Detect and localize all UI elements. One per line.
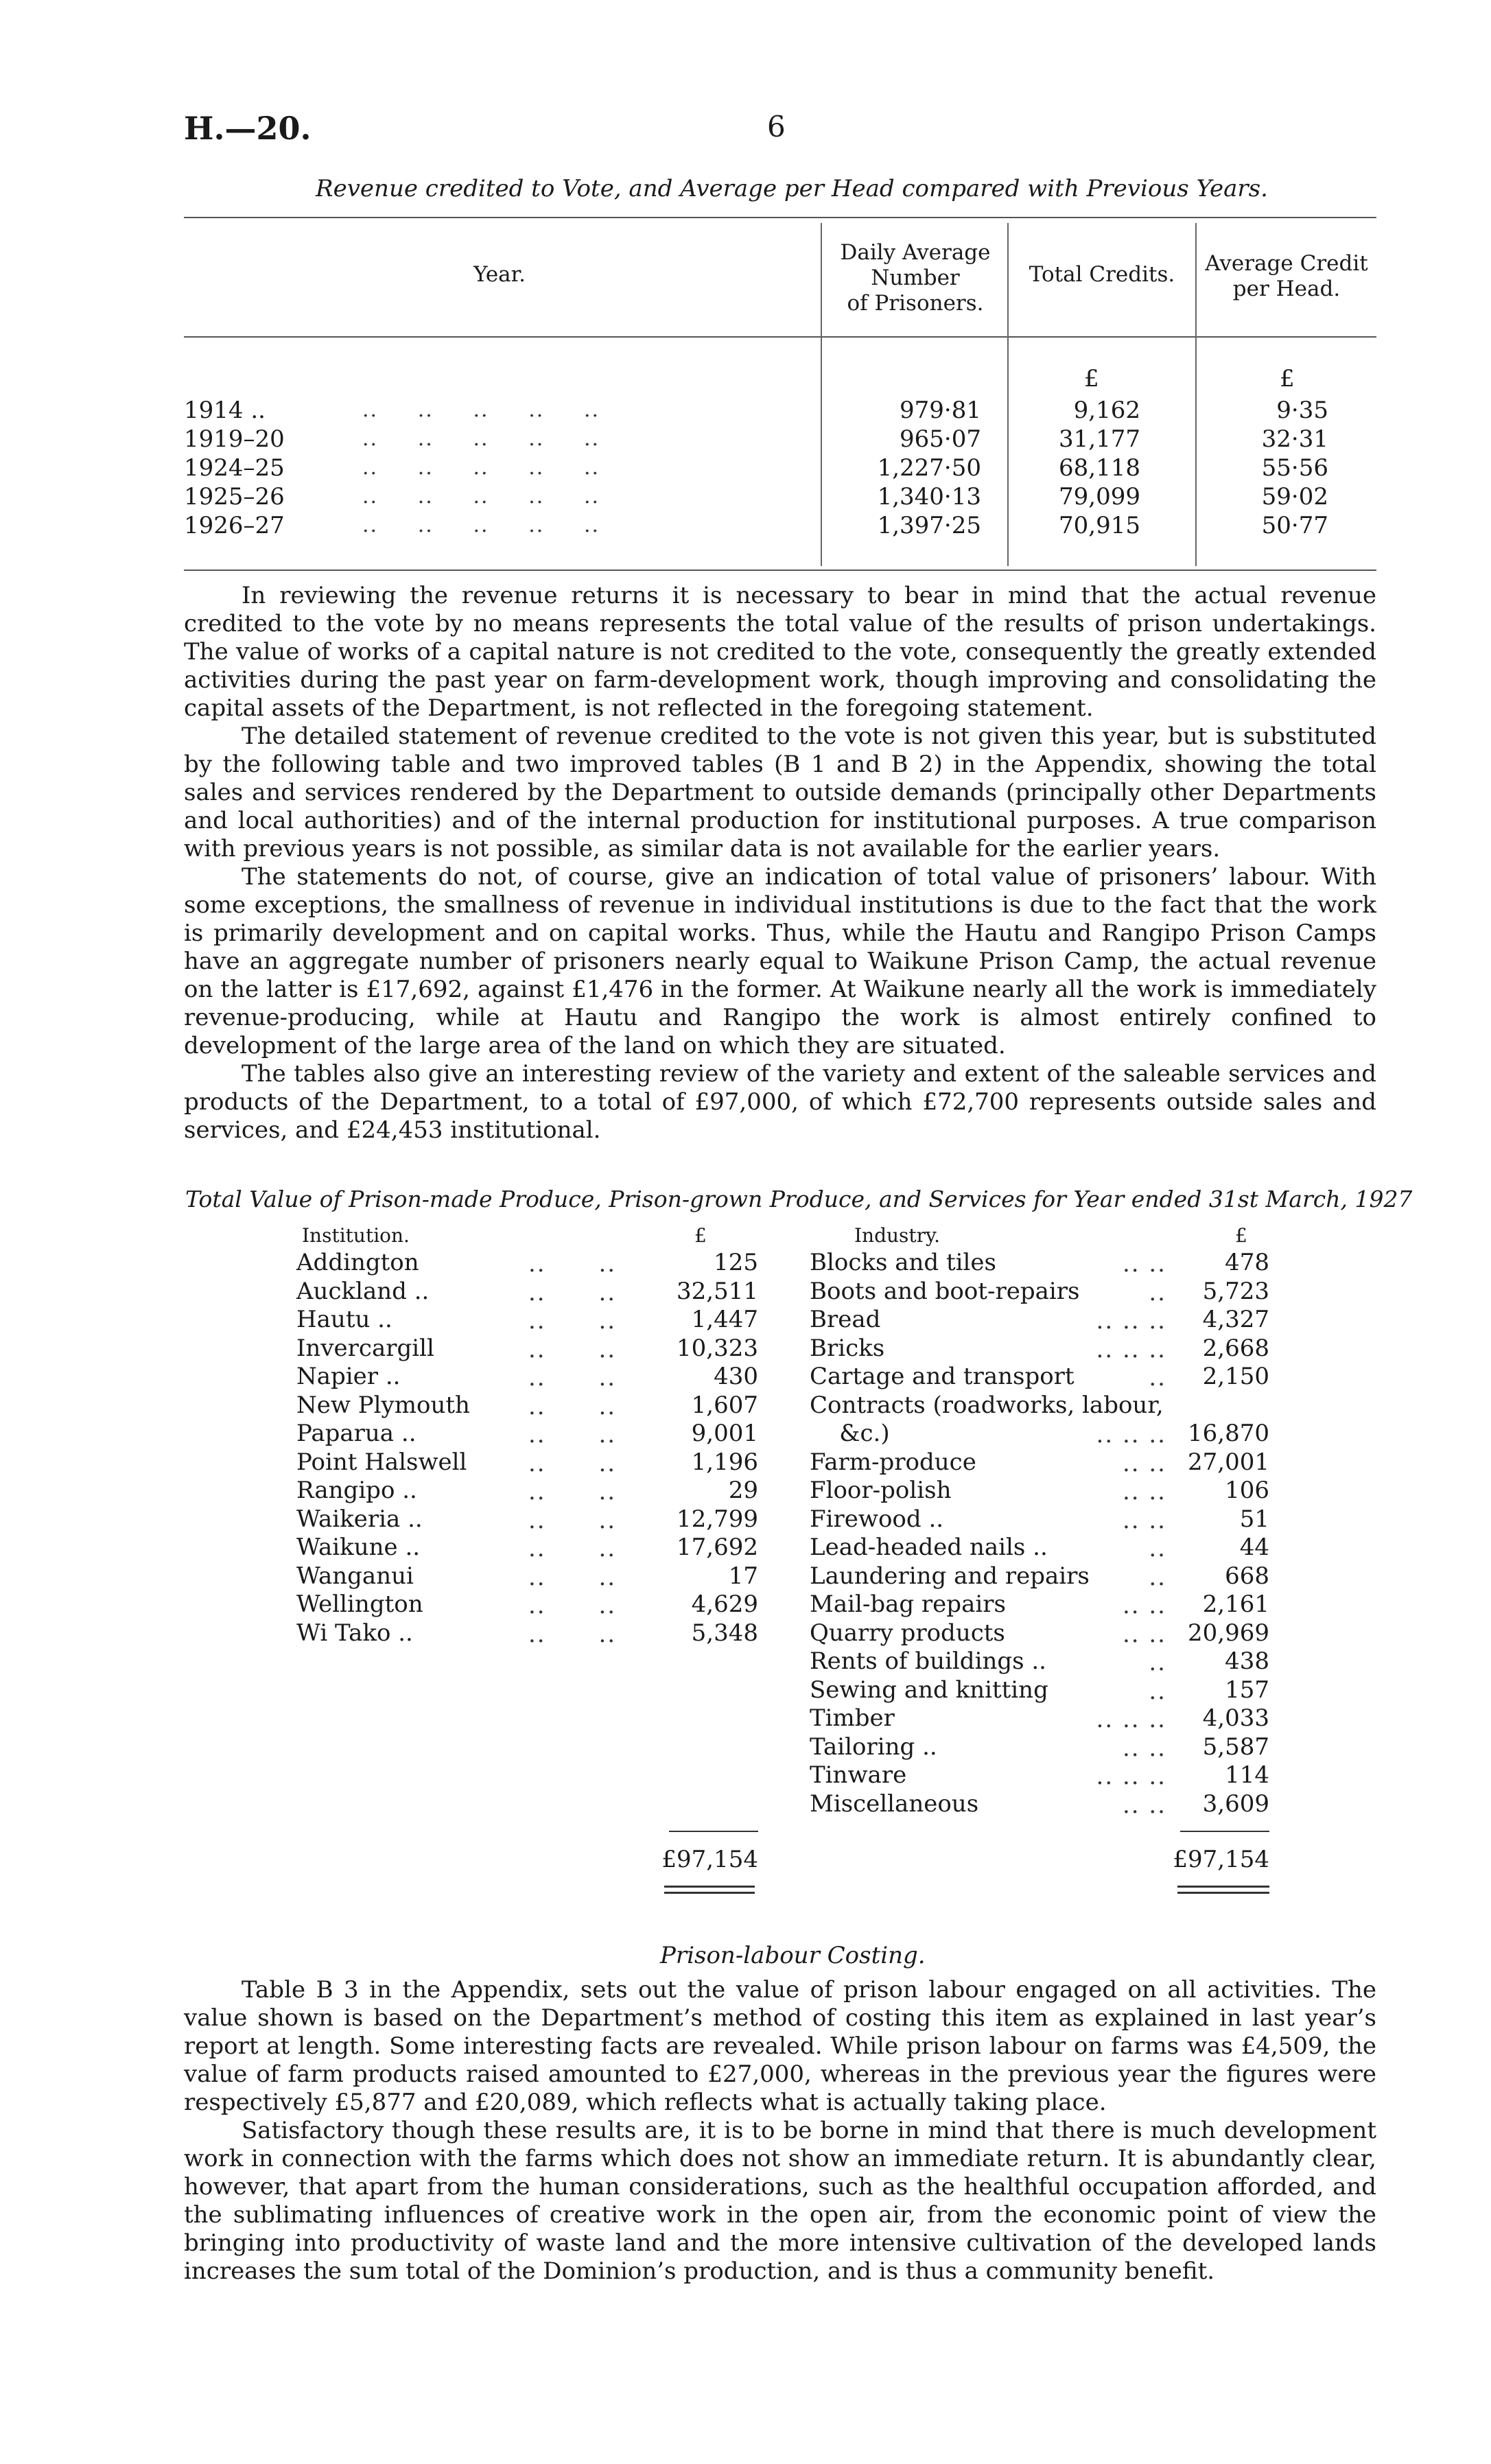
industry-name: Bricks — [810, 1334, 885, 1362]
avg-unit: £ — [1280, 365, 1295, 392]
industry-value: 668 — [1225, 1562, 1269, 1590]
row-credits: 70,915 — [1059, 512, 1140, 539]
leader-dots: .. — [1149, 1563, 1166, 1591]
leader-dots: .. .. — [528, 1278, 617, 1306]
leader-dots: .. .. — [528, 1535, 617, 1562]
leader-dots: .. .. — [528, 1307, 617, 1335]
row-avg: 50·77 — [1261, 512, 1328, 539]
industry-value: 20,969 — [1188, 1619, 1269, 1647]
industry-value: 4,327 — [1202, 1306, 1269, 1333]
table-rule-bottom — [184, 570, 1376, 571]
institution-name: Hautu .. — [296, 1306, 392, 1333]
header-line: Number — [871, 266, 960, 291]
header-line: of Prisoners. — [847, 291, 984, 316]
leader-dots: .. .. .. .. .. — [362, 427, 600, 451]
leader-dots: .. .. — [1122, 1791, 1166, 1819]
industry-name: &c.) — [810, 1420, 890, 1447]
institution-total-rule — [669, 1831, 758, 1832]
leader-dots: .. .. .. .. .. — [362, 456, 600, 480]
header-line: Daily Average — [840, 240, 991, 265]
institution-value: 4,629 — [691, 1591, 758, 1618]
column-divider — [821, 223, 822, 566]
leader-dots: .. — [1149, 1649, 1166, 1676]
institution-value: 1,607 — [691, 1391, 758, 1419]
industry-name: Floor-polish — [810, 1477, 952, 1504]
body-text — [184, 582, 1376, 1145]
table-rule-header — [184, 336, 1376, 338]
row-year: 1926–27 — [184, 512, 285, 539]
institution-value: 5,348 — [691, 1619, 758, 1647]
paragraph: Table B 3 in the Appendix, sets out the value of prison labour engaged on all activities. The value shown is based on the Department’s method of costing this item as explained in last year’s report at length. Some interesting facts are revealed. While prison labour on farms was £4,509, the value of farm products raised amounted to £27,000, whereas in the previous year the figures were respectively £5,877 and £20,089, which reflects what is actually taking place. — [184, 1976, 1376, 2116]
institution-value: 17,692 — [677, 1534, 758, 1561]
institution-total-double-rule — [664, 1886, 755, 1894]
institution-name: Napier .. — [296, 1363, 401, 1390]
institution-name: Rangipo .. — [296, 1477, 417, 1504]
row-prisoners: 1,397·25 — [877, 512, 981, 539]
industry-value: 438 — [1225, 1647, 1269, 1675]
industry-value: 44 — [1239, 1534, 1269, 1561]
costing-title: Prison-labour Costing. — [660, 1942, 926, 1969]
industry-name: Timber — [810, 1704, 895, 1732]
industry-name: Contracts (roadworks, labour, — [810, 1391, 1164, 1419]
industry-name: Sewing and knitting — [810, 1676, 1048, 1704]
industry-name: Firewood .. — [810, 1505, 944, 1533]
institution-name: Point Halswell — [296, 1448, 467, 1476]
leader-dots: .. .. .. — [1096, 1763, 1166, 1790]
paragraph: In reviewing the revenue returns it is necessary to bear in mind that the actual revenue credited to the vote by no means represents the total value of the results of prison undertakings. The value of works of a capital nature is not credited to the vote, consequently the greatly extended activities during the past year on farm-development work, though improving and consolidating the capital assets of the Department, is not reflected in the foregoing statement. — [184, 582, 1376, 722]
industry-value: 4,033 — [1202, 1704, 1269, 1732]
industry-value: 2,668 — [1202, 1334, 1269, 1362]
industry-value: 27,001 — [1188, 1448, 1269, 1476]
institution-value: 1,196 — [691, 1448, 758, 1476]
leader-dots: .. — [1149, 1677, 1166, 1705]
institution-name: Wanganui — [296, 1562, 414, 1590]
row-credits: 9,162 — [1073, 397, 1140, 424]
industry-name: Bread — [810, 1306, 881, 1333]
leader-dots: .. .. — [1122, 1506, 1166, 1534]
industry-value: 106 — [1225, 1477, 1269, 1504]
paragraph: The detailed statement of revenue credited to the vote is not given this year, but is substituted by the following table and two improved tables (B 1 and B 2) in the Appendix, showing the total sales and services rendered by the Department to outside demands (principally other Departments and local authorities) and of the internal production for institutional purposes. A true comparison with previous years is not possible, as similar data is not available for the earlier years. — [184, 723, 1376, 863]
institution-name: Addington — [296, 1249, 419, 1276]
leader-dots: .. .. — [1122, 1449, 1166, 1477]
institution-header: Institution. — [302, 1224, 410, 1247]
institution-name: Wellington — [296, 1591, 423, 1618]
industry-name: Miscellaneous — [810, 1790, 979, 1818]
industry-value: 16,870 — [1188, 1420, 1269, 1447]
industry-name: Blocks and tiles — [810, 1249, 996, 1276]
industry-name: Boots and boot-repairs — [810, 1277, 1080, 1305]
leader-dots: .. .. .. .. .. — [362, 398, 600, 422]
col-year-header: Year. — [473, 262, 526, 287]
institution-value: 12,799 — [677, 1505, 758, 1533]
leader-dots: .. .. — [528, 1335, 617, 1363]
row-avg: 9·35 — [1276, 397, 1328, 424]
industry-name: Farm-produce — [810, 1448, 976, 1476]
leader-dots: .. .. .. — [1096, 1421, 1166, 1448]
leader-dots: .. .. .. — [1096, 1335, 1166, 1363]
table-rule-top — [184, 217, 1376, 218]
industry-value: 2,150 — [1202, 1363, 1269, 1390]
leader-dots: .. .. .. — [1096, 1706, 1166, 1733]
institution-value: 1,447 — [691, 1306, 758, 1333]
institution-value: 17 — [728, 1562, 758, 1590]
leader-dots: .. .. — [1122, 1250, 1166, 1278]
institution-name: Wi Tako .. — [296, 1619, 413, 1647]
industry-value — [1142, 1392, 1269, 1420]
industry-value: 2,161 — [1202, 1591, 1269, 1618]
leader-dots: .. — [1149, 1535, 1166, 1562]
row-credits: 79,099 — [1059, 483, 1140, 511]
page-number: 6 — [767, 110, 786, 143]
leader-dots: .. .. — [528, 1506, 617, 1534]
credits-unit: £ — [1084, 365, 1099, 392]
row-prisoners: 979·81 — [900, 397, 981, 424]
leader-dots: .. .. — [528, 1592, 617, 1619]
leader-dots: .. .. — [1122, 1734, 1166, 1762]
row-year: 1924–25 — [184, 454, 285, 482]
document-reference: H.—20. — [184, 110, 312, 147]
col-avg-header — [1197, 251, 1376, 302]
industry-pound: £ — [1235, 1224, 1247, 1247]
industry-header: Industry. — [854, 1224, 941, 1247]
leader-dots: .. .. — [528, 1563, 617, 1591]
col-credits-header: Total Credits. — [1029, 262, 1175, 287]
leader-dots: .. .. — [1122, 1478, 1166, 1505]
institution-value: 29 — [728, 1477, 758, 1504]
row-avg: 55·56 — [1261, 454, 1328, 482]
institution-value: 10,323 — [677, 1334, 758, 1362]
institution-total: £97,154 — [661, 1846, 758, 1873]
institution-name: Waikeria .. — [296, 1505, 423, 1533]
leader-dots: .. .. — [528, 1421, 617, 1448]
revenue-table-caption: Revenue credited to Vote, and Average per Head compared with Previous Years. — [316, 175, 1268, 202]
header-line: Average Credit — [1205, 251, 1368, 276]
leader-dots: .. .. .. .. .. — [362, 513, 600, 537]
col-prisoners-header — [823, 240, 1007, 317]
leader-dots: .. .. — [528, 1449, 617, 1477]
industry-value: 5,723 — [1202, 1277, 1269, 1305]
row-prisoners: 1,340·13 — [877, 483, 981, 511]
row-year: 1914 .. — [184, 397, 266, 424]
industry-value: 5,587 — [1202, 1733, 1269, 1761]
row-avg: 59·02 — [1261, 483, 1328, 511]
leader-dots: .. .. — [528, 1250, 617, 1278]
institution-pound: £ — [694, 1224, 707, 1247]
costing-text — [184, 1976, 1376, 2286]
industry-name: Cartage and transport — [810, 1363, 1075, 1390]
row-avg: 32·31 — [1261, 425, 1328, 453]
leader-dots: .. .. — [528, 1364, 617, 1392]
row-year: 1925–26 — [184, 483, 285, 511]
leader-dots: .. .. — [528, 1620, 617, 1648]
leader-dots: .. .. .. .. .. — [362, 484, 600, 508]
industry-total: £97,154 — [1173, 1846, 1269, 1873]
industry-value: 114 — [1225, 1761, 1269, 1789]
industry-name: Mail-bag repairs — [810, 1591, 1006, 1618]
institution-value: 430 — [714, 1363, 758, 1390]
leader-dots: .. .. — [1122, 1620, 1166, 1648]
row-prisoners: 965·07 — [900, 425, 981, 453]
industry-name: Rents of buildings .. — [810, 1647, 1046, 1675]
industry-value: 157 — [1225, 1676, 1269, 1704]
leader-dots: .. .. — [528, 1478, 617, 1505]
industry-total-double-rule — [1177, 1886, 1269, 1894]
institution-value: 125 — [714, 1249, 758, 1276]
institution-name: Auckland .. — [296, 1277, 430, 1305]
leader-dots: .. — [1149, 1364, 1166, 1392]
paragraph: The statements do not, of course, give an indication of total value of prisoners’ labour. With some exceptions, the smallness of revenue in individual institutions is due to the fact that the work is primarily development and on capital works. Thus, while the Hautu and Rangipo Prison Camps have an aggregate number of prisoners nearly equal to Waikune Prison Camp, the actual revenue on the latter is £17,692, against £1,476 in the former. At Waikune nearly all the work is immediately revenue-producing, while at Hautu and Rangipo the work is almost entirely confined to development of the large area of the land on which they are situated. — [184, 863, 1376, 1059]
paragraph: Satisfactory though these results are, it is to be borne in mind that there is much development work in connection with the farms which does not show an immediate return. It is abundantly clear, however, that apart from the human considerations, such as the healthful occupation afforded, and the sublimating influences of creative work in the open air, from the economic point of view the bringing into productivity of waste land and the more intensive cultivation of the developed lands increases the sum total of the Dominion’s production, and is thus a community benefit. — [184, 2117, 1376, 2285]
institution-name: Paparua .. — [296, 1420, 416, 1447]
industry-total-rule — [1180, 1831, 1269, 1832]
row-credits: 31,177 — [1059, 425, 1140, 453]
header-line: per Head. — [1232, 277, 1341, 302]
institution-name: Invercargill — [296, 1334, 434, 1362]
produce-table-caption: Total Value of Prison-made Produce, Prison-grown Produce, and Services for Year ended 31st March, 1927 — [185, 1186, 1413, 1212]
institution-name: New Plymouth — [296, 1391, 470, 1419]
industry-value: 51 — [1239, 1505, 1269, 1533]
leader-dots: .. .. .. — [1096, 1307, 1166, 1335]
row-prisoners: 1,227·50 — [877, 454, 981, 482]
leader-dots: .. .. — [1122, 1592, 1166, 1619]
industry-name: Quarry products — [810, 1619, 1005, 1647]
paragraph: The tables also give an interesting review of the variety and extent of the saleable services and products of the Department, to a total of £97,000, of which £72,700 represents outside sales and services, and £24,453 institutional. — [184, 1060, 1376, 1144]
institution-value: 9,001 — [691, 1420, 758, 1447]
row-credits: 68,118 — [1059, 454, 1140, 482]
leader-dots: .. — [1149, 1278, 1166, 1306]
industry-value: 3,609 — [1202, 1790, 1269, 1818]
row-year: 1919–20 — [184, 425, 285, 453]
institution-name: Waikune .. — [296, 1534, 421, 1561]
industry-name: Tailoring .. — [810, 1733, 937, 1761]
institution-value: 32,511 — [677, 1277, 758, 1305]
industry-name: Lead-headed nails .. — [810, 1534, 1048, 1561]
industry-value: 478 — [1225, 1249, 1269, 1276]
industry-name: Laundering and repairs — [810, 1562, 1090, 1590]
industry-name: Tinware — [810, 1761, 907, 1789]
leader-dots: .. .. — [528, 1392, 617, 1420]
